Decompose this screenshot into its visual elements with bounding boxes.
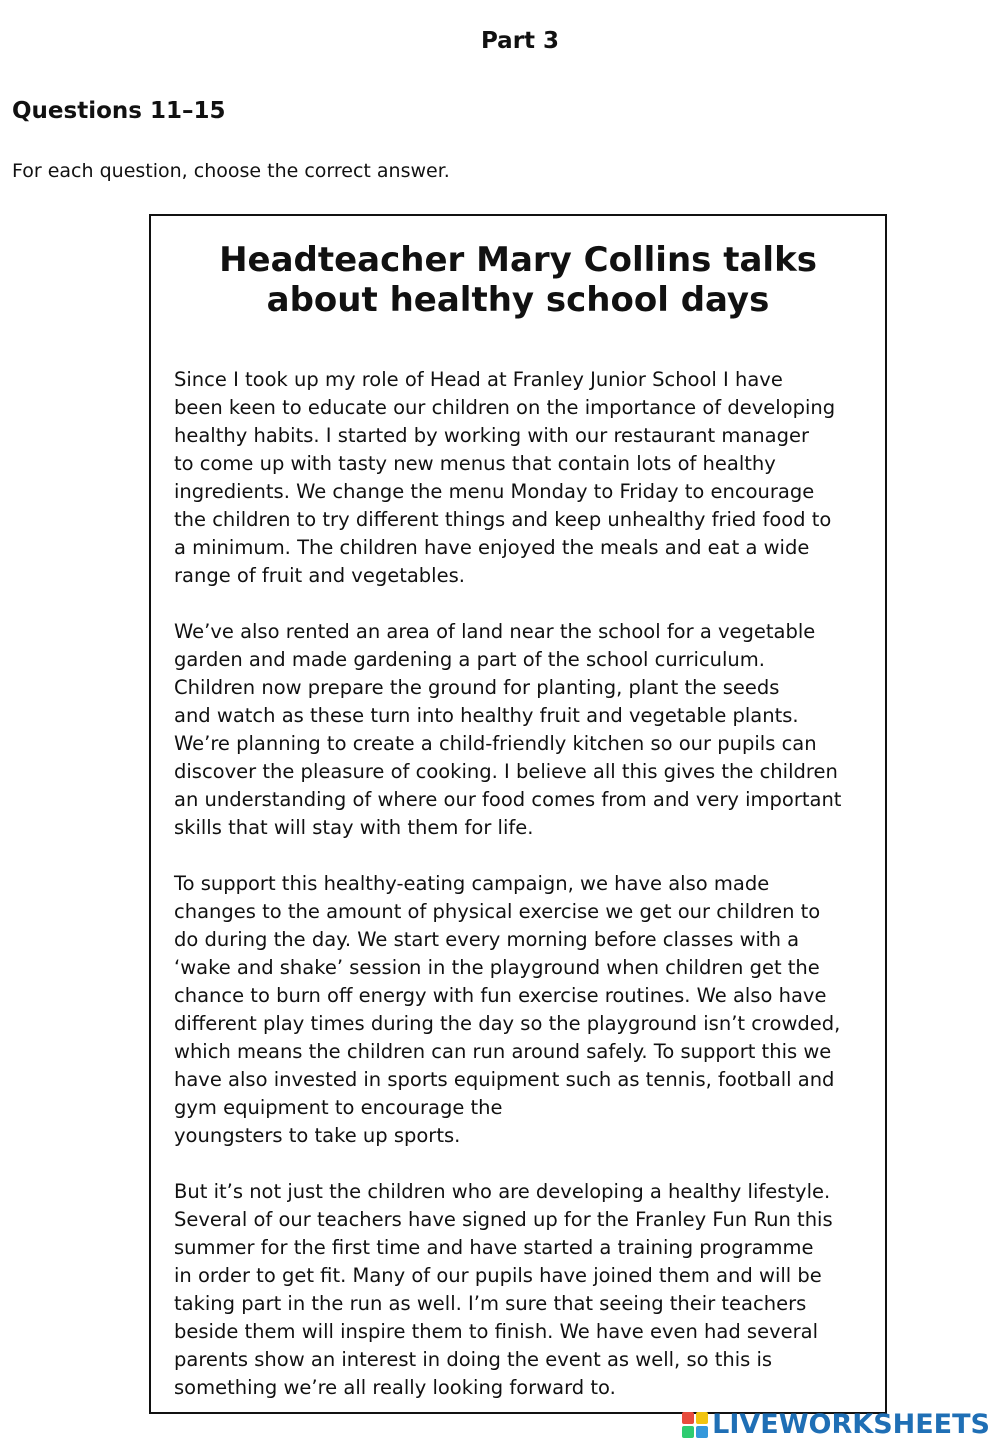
logo-square-3 [682,1426,694,1438]
logo-square-1 [682,1412,694,1424]
logo-square-4 [696,1426,708,1438]
liveworksheets-logo-icon [682,1412,708,1438]
article-box [149,214,887,1414]
article-paragraph-4: But it’s not just the children who are developing a healthy lifestyle. Several of our teachers have signed up for the Franley Fun Run this summer for the first time and have started a training programme in order to get fit. Many of our pupils have joined them and will be taking part in the run as well. I’m sure that seeing their teachers beside them will inspire them to finish. We have even had several parents show an interest in doing the event as well, so this is something we’re all really looking forward to. [174,1180,833,1399]
watermark-text: LIVEWORKSHEETS [712,1409,990,1440]
article-paragraph-3: To support this healthy-eating campaign, we have also made changes to the amount of physical exercise we get our children to do during the day. We start every morning before classes with a ‘wake and shake’ session in the playground when children get the chance to burn off energy with fun exercise routines. We also have different play times during the day so the playground isn’t crowded, which means the children can run around safely. To support this we have also invested in sports equipment such as tennis, football and gym equipment to encourage the youngsters to take up sports. [174,872,841,1147]
instruction-text: For each question, choose the correct answer. [12,160,450,182]
questions-title: Questions 11–15 [12,98,226,124]
article-title [151,240,885,320]
part-title: Part 3 [480,28,560,54]
article-body [174,366,870,1430]
article-title-line-2: about healthy school days [266,280,770,320]
article-title-line-1: Headteacher Mary Collins talks [219,240,817,280]
logo-square-2 [696,1412,708,1424]
liveworksheets-watermark [682,1409,990,1440]
article-paragraph-1: Since I took up my role of Head at Franley Junior School I have been keen to educate our children on the importance of developing healthy habits. I started by working with our restaurant manager to come up with tasty new menus that contain lots of healthy ingredients. We change the menu Monday to Friday to encourage the children to try different things and keep unhealthy fried food to a minimum. The children have enjoyed the meals and eat a wide range of fruit and vegetables. [174,368,836,587]
article-paragraph-2: We’ve also rented an area of land near the school for a vegetable garden and made gardening a part of the school curriculum. Children now prepare the ground for planting, plant the seeds and watch as these turn into healthy fruit and vegetable plants. We’re planning to create a child-friendly kitchen so our pupils can discover the pleasure of cooking. I believe all this gives the children an understanding of where our food comes from and very important skills that will stay with them for life. [174,620,842,839]
